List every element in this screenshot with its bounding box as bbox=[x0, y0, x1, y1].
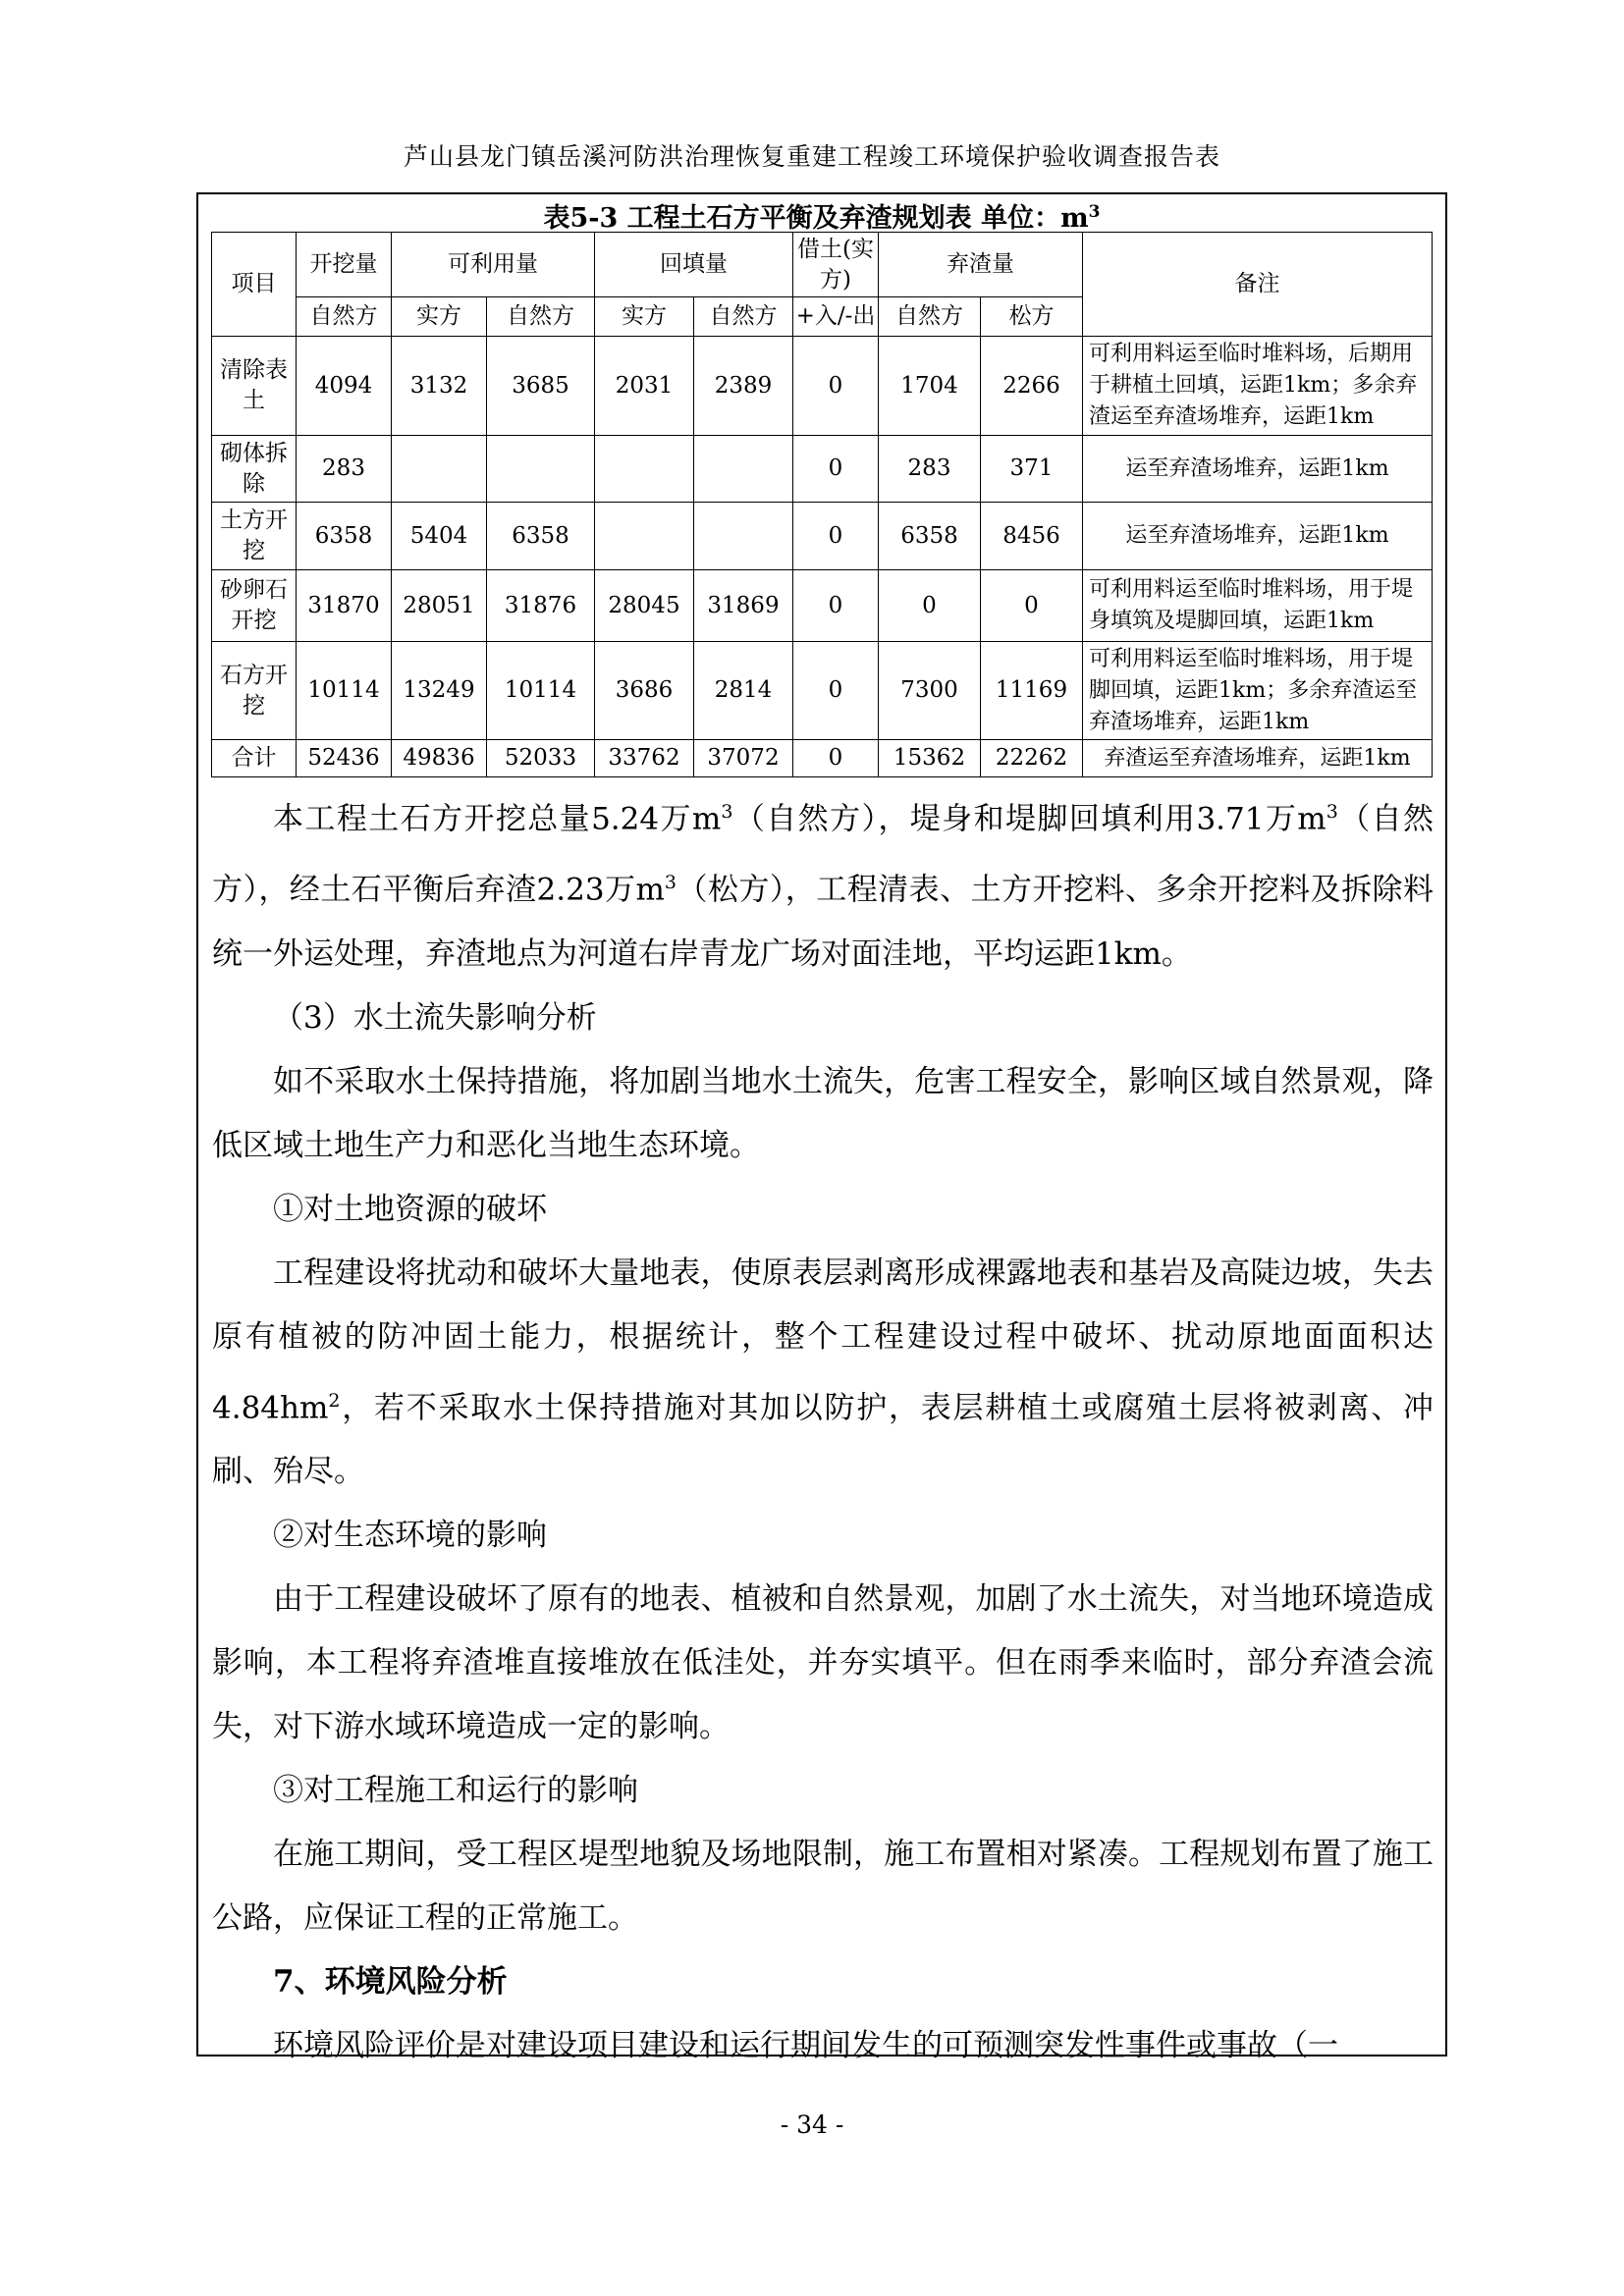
paragraph-text: ，若不采取水土保持措施对其加以防护，表层耕植土或腐殖土层将被剥离、冲刷、殆尽。 bbox=[212, 1389, 1434, 1489]
table-total-row bbox=[212, 740, 1433, 777]
superscript: 3 bbox=[664, 872, 677, 894]
subheader-natural: 自然方 bbox=[297, 297, 392, 337]
header-remarks: 备注 bbox=[1083, 233, 1433, 337]
cell-backfill-natural: 37072 bbox=[694, 740, 793, 777]
section-heading: （3）水土流失影响分析 bbox=[273, 999, 597, 1036]
subheader-natural: 自然方 bbox=[694, 297, 793, 337]
cell-borrow: 0 bbox=[793, 436, 879, 503]
cell-spoil-loose: 11169 bbox=[981, 642, 1083, 740]
cell-borrow: 0 bbox=[793, 503, 879, 570]
cell-remarks: 可利用料运至临时堆料场，用于堤身填筑及堤脚回填，运距1km bbox=[1083, 570, 1433, 642]
cell-excavation: 4094 bbox=[297, 337, 392, 436]
row-item: 合计 bbox=[212, 740, 297, 777]
cell-spoil-natural: 283 bbox=[879, 436, 981, 503]
cell-backfill-solid: 28045 bbox=[595, 570, 694, 642]
cell-remarks: 运至弃渣场堆弃，运距1km bbox=[1083, 503, 1433, 570]
superscript: 2 bbox=[328, 1389, 341, 1412]
cell-backfill-solid: 3686 bbox=[595, 642, 694, 740]
table-caption bbox=[196, 192, 1447, 232]
cell-usable-solid: 28051 bbox=[392, 570, 487, 642]
table-row bbox=[212, 570, 1433, 642]
paragraph-text: （自然方），堤身和堤脚回填利用3.71万m bbox=[732, 801, 1326, 837]
header-backfill: 回填量 bbox=[595, 233, 793, 297]
subheader-in-out: +入/-出 bbox=[793, 297, 879, 337]
paragraph-text: 工程建设将扰动和破坏大量地表，使原表层剥离形成裸露地表和基岩及高陡边坡，失去原有植被的防冲固土能力，根据统计，整个工程建设过程中破坏、扰动原地面面积达4.84hm bbox=[212, 1255, 1434, 1425]
subheader-loose: 松方 bbox=[981, 297, 1083, 337]
cell-backfill-natural: 2389 bbox=[694, 337, 793, 436]
cell-excavation: 6358 bbox=[297, 503, 392, 570]
header-usable: 可利用量 bbox=[392, 233, 595, 297]
document-header-title: 芦山县龙门镇岳溪河防洪治理恢复重建工程竣工环境保护验收调查报告表 bbox=[403, 142, 1220, 171]
cell-spoil-loose: 8456 bbox=[981, 503, 1083, 570]
cell-borrow: 0 bbox=[793, 570, 879, 642]
table-header-row-1 bbox=[212, 233, 1433, 297]
cell-backfill-solid bbox=[595, 436, 694, 503]
earthwork-balance-table bbox=[211, 232, 1433, 777]
table-caption-sup: 3 bbox=[1088, 202, 1101, 222]
cell-backfill-solid: 2031 bbox=[595, 337, 694, 436]
paragraph: 由于工程建设破坏了原有的地表、植被和自然景观，加剧了水土流失，对当地环境造成影响，本工程将弃渣堆直接堆放在低洼处，并夯实填平。但在雨季来临时，部分弃渣会流失，对下游水域环境造成一定的影响。 bbox=[212, 1580, 1434, 1744]
cell-backfill-natural bbox=[694, 436, 793, 503]
header-borrow: 借土(实方) bbox=[793, 233, 879, 297]
row-item: 清除表土 bbox=[212, 337, 297, 436]
cell-usable-solid: 49836 bbox=[392, 740, 487, 777]
cell-excavation: 10114 bbox=[297, 642, 392, 740]
cell-remarks: 可利用料运至临时堆料场，用于堤脚回填，运距1km；多余弃渣运至弃渣场堆弃，运距1km bbox=[1083, 642, 1433, 740]
cell-spoil-natural: 15362 bbox=[879, 740, 981, 777]
cell-usable-natural: 52033 bbox=[487, 740, 595, 777]
body-text bbox=[212, 780, 1434, 2078]
section-heading-risk: 7、环境风险分析 bbox=[273, 1963, 508, 2000]
row-item: 土方开挖 bbox=[212, 503, 297, 570]
paragraph-text: （自然方），经土石平衡后弃渣2.23万m bbox=[212, 801, 1435, 908]
cell-remarks: 运至弃渣场堆弃，运距1km bbox=[1083, 436, 1433, 503]
cell-borrow: 0 bbox=[793, 337, 879, 436]
subheader-solid: 实方 bbox=[392, 297, 487, 337]
cell-spoil-natural: 0 bbox=[879, 570, 981, 642]
cell-borrow: 0 bbox=[793, 740, 879, 777]
cell-spoil-loose: 22262 bbox=[981, 740, 1083, 777]
paragraph: 如不采取水土保持措施，将加剧当地水土流失，危害工程安全，影响区域自然景观，降低区域土地生产力和恶化当地生态环境。 bbox=[212, 1063, 1434, 1163]
subsection-heading: ③对工程施工和运行的影响 bbox=[273, 1772, 638, 1808]
cell-backfill-natural bbox=[694, 503, 793, 570]
row-item: 砌体拆除 bbox=[212, 436, 297, 503]
cell-backfill-solid: 33762 bbox=[595, 740, 694, 777]
table-row bbox=[212, 503, 1433, 570]
cell-usable-solid: 13249 bbox=[392, 642, 487, 740]
paragraph bbox=[212, 1242, 1434, 1504]
cell-usable-solid: 5404 bbox=[392, 503, 487, 570]
cell-backfill-natural: 31869 bbox=[694, 570, 793, 642]
subheader-natural: 自然方 bbox=[879, 297, 981, 337]
subsection-heading: ②对生态环境的影响 bbox=[273, 1517, 547, 1553]
subheader-solid: 实方 bbox=[595, 297, 694, 337]
cell-usable-natural bbox=[487, 436, 595, 503]
cell-usable-solid: 3132 bbox=[392, 337, 487, 436]
cell-remarks: 可利用料运至临时堆料场，后期用于耕植土回填，运距1km；多余弃渣运至弃渣场堆弃，运距1km bbox=[1083, 337, 1433, 436]
header-item: 项目 bbox=[212, 233, 297, 337]
row-item: 砂卵石开挖 bbox=[212, 570, 297, 642]
cell-excavation: 283 bbox=[297, 436, 392, 503]
cell-spoil-loose: 2266 bbox=[981, 337, 1083, 436]
paragraph-earthwork-summary bbox=[212, 780, 1434, 987]
table-caption-text: 表5-3 工程土石方平衡及弃渣规划表 单位：m bbox=[543, 203, 1089, 234]
paragraph-text: 本工程土石方开挖总量5.24万m bbox=[273, 801, 722, 837]
cell-usable-natural: 10114 bbox=[487, 642, 595, 740]
paragraph-text: （松方），工程清表、土方开挖料、多余开挖料及拆除料统一外运处理，弃渣地点为河道右岸青龙广场对面洼地，平均运距1km。 bbox=[212, 872, 1435, 972]
subheader-natural: 自然方 bbox=[487, 297, 595, 337]
header-spoil: 弃渣量 bbox=[879, 233, 1083, 297]
cell-usable-natural: 6358 bbox=[487, 503, 595, 570]
cell-backfill-solid bbox=[595, 503, 694, 570]
subsection-heading: ①对土地资源的破坏 bbox=[273, 1191, 547, 1227]
cell-spoil-natural: 1704 bbox=[879, 337, 981, 436]
cell-remarks: 弃渣运至弃渣场堆弃，运距1km bbox=[1083, 740, 1433, 777]
superscript: 3 bbox=[1326, 801, 1338, 823]
row-item: 石方开挖 bbox=[212, 642, 297, 740]
cell-excavation: 52436 bbox=[297, 740, 392, 777]
cell-borrow: 0 bbox=[793, 642, 879, 740]
cell-spoil-loose: 0 bbox=[981, 570, 1083, 642]
cell-excavation: 31870 bbox=[297, 570, 392, 642]
cell-spoil-loose: 371 bbox=[981, 436, 1083, 503]
cell-usable-natural: 31876 bbox=[487, 570, 595, 642]
paragraph: 在施工期间，受工程区堤型地貌及场地限制，施工布置相对紧凑。工程规划布置了施工公路，应保证工程的正常施工。 bbox=[212, 1836, 1434, 1936]
cell-usable-solid bbox=[392, 436, 487, 503]
cell-backfill-natural: 2814 bbox=[694, 642, 793, 740]
header-excavation: 开挖量 bbox=[297, 233, 392, 297]
superscript: 3 bbox=[721, 801, 733, 823]
table-row bbox=[212, 642, 1433, 740]
table-row bbox=[212, 436, 1433, 503]
cell-spoil-natural: 7300 bbox=[879, 642, 981, 740]
cell-usable-natural: 3685 bbox=[487, 337, 595, 436]
table-row bbox=[212, 337, 1433, 436]
page-number: - 34 - bbox=[780, 2110, 844, 2139]
cell-spoil-natural: 6358 bbox=[879, 503, 981, 570]
paragraph: 环境风险评价是对建设项目建设和运行期间发生的可预测突发性事件或事故（一 bbox=[273, 2027, 1338, 2063]
